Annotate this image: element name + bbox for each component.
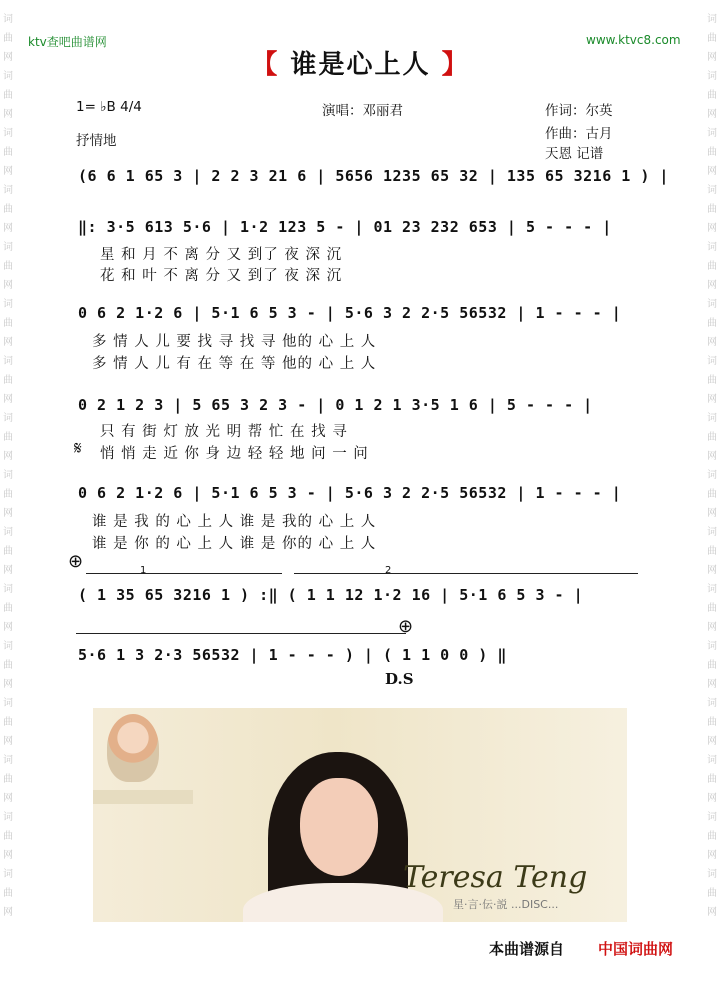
score-line-2: ‖: 3·5 613 5·6 | 1·2 123 5 - | 01 23 232 653 | 5 - - - | xyxy=(78,218,612,236)
singer-credit: 演唱：邓丽君 xyxy=(322,103,403,119)
key-signature: 1= ♭B 4/4 xyxy=(76,99,142,115)
expression-mark: 抒情地 xyxy=(76,133,117,149)
coda-bracket xyxy=(76,633,406,634)
album-photo xyxy=(93,708,627,922)
lyric-line-3a: 多 情 人 儿 要 找 寻 找 寻 他的 心 上 人 xyxy=(92,334,377,350)
volta-number-1: 1 xyxy=(140,565,147,576)
lyric-line-2a: 星 和 月 不 离 分 又 到了 夜 深 沉 xyxy=(100,247,343,263)
lyric-line-4a: 只 有 街 灯 放 光 明 帮 忙 在 找 寻 xyxy=(100,424,348,440)
source-label: 本曲谱源自 xyxy=(489,940,565,958)
lyric-line-3b: 多 情 人 儿 有 在 等 在 等 他的 心 上 人 xyxy=(92,356,377,372)
volta-number-2: 2 xyxy=(385,565,392,576)
watermark-left: 词曲网词曲网词曲网词曲网词曲网词曲网词曲网词曲网词曲网词曲网词曲网词曲网词曲网词曲网词曲网词曲网 xyxy=(3,14,13,918)
photo-shelf xyxy=(93,790,193,804)
score-line-6: ( 1 35 65 3216 1 ) :‖ ( 1 1 12 1·2 16 | 5·1 6 5 3 - | xyxy=(78,586,584,604)
volta-bracket-1 xyxy=(86,573,282,574)
lyric-line-5a: 谁 是 我 的 心 上 人 谁 是 我的 心 上 人 xyxy=(92,514,377,530)
photo-signature: Teresa Teng xyxy=(403,860,588,895)
coda-symbol-1: ⊕ xyxy=(68,551,84,572)
lyricist-credit: 作词：尔英 xyxy=(545,103,613,119)
lyric-line-4b: 悄 悄 走 近 你 身 边 轻 轻 地 问 一 问 xyxy=(100,446,369,462)
score-line-4: 0 2 1 2 3 | 5 65 3 2 3 - | 0 1 2 1 3·5 1 6 | 5 - - - | xyxy=(78,396,593,414)
watermark-right: 词曲网词曲网词曲网词曲网词曲网词曲网词曲网词曲网词曲网词曲网词曲网词曲网词曲网词曲网词曲网词曲网 xyxy=(707,14,717,918)
coda-symbol-2: ⊕ xyxy=(398,616,414,637)
transcriber-credit: 天恩 记谱 xyxy=(545,146,604,162)
score-line-3: 0 6 2 1·2 6 | 5·1 6 5 3 - | 5·6 3 2 2·5 56532 | 1 - - - | xyxy=(78,304,622,322)
site-link-right[interactable]: www.ktvc8.com xyxy=(586,33,681,47)
song-title: 谁是心上人 xyxy=(290,50,431,80)
volta-bracket-2 xyxy=(294,573,638,574)
source-link[interactable]: 中国词曲网 xyxy=(598,940,674,958)
composer-credit: 作曲：古月 xyxy=(545,126,613,142)
segno-symbol: 𝄋 xyxy=(74,438,82,459)
score-line-5: 0 6 2 1·2 6 | 5·1 6 5 3 - | 5·6 3 2 2·5 56532 | 1 - - - | xyxy=(78,484,622,502)
photo-subtitle: 星·言·伝·説 ...DISC... xyxy=(453,898,559,911)
portrait-face xyxy=(300,778,378,876)
site-link-left[interactable]: ktv查吧曲谱网 xyxy=(28,35,107,49)
lyric-line-5b: 谁 是 你 的 心 上 人 谁 是 你的 心 上 人 xyxy=(92,536,377,552)
title-bracket-open: 【 xyxy=(251,50,280,80)
title-bracket-close: 】 xyxy=(441,50,470,80)
ds-marking: D.S xyxy=(385,670,414,688)
page-title xyxy=(0,44,721,81)
figurine-image xyxy=(107,714,159,782)
score-line-intro: (6 6 1 65 3 | 2 2 3 21 6 | 5656 1235 65 32 | 135 65 3216 1 ) | xyxy=(78,167,669,185)
score-line-7: 5·6 1 3 2·3 56532 | 1 - - - ) | ( 1 1 0 0 ) ‖ xyxy=(78,646,507,664)
lyric-line-2b: 花 和 叶 不 离 分 又 到了 夜 深 沉 xyxy=(100,268,343,284)
